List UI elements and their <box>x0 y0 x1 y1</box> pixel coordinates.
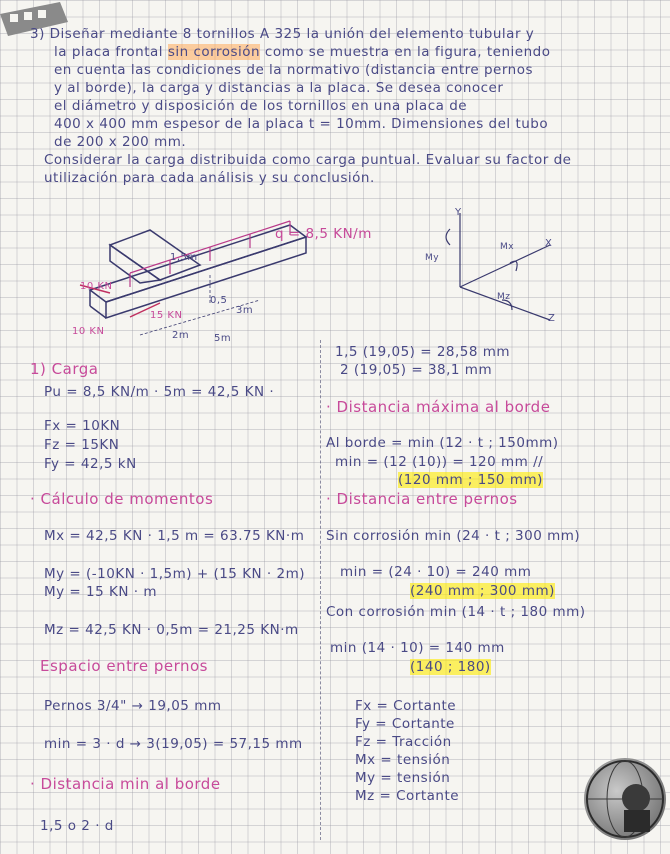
edge-calc-2: 2 (19,05) = 38,1 mm <box>340 362 493 378</box>
statement-line-9: utilización para cada análisis y su conclusión. <box>44 170 375 186</box>
statement-line-2a: la placa frontal <box>54 44 164 60</box>
statement-line-5: el diámetro y disposición de los tornillos en una placa de <box>54 98 468 114</box>
axis-mz-label: Mz <box>497 292 511 302</box>
fx-type: Fx = Cortante <box>355 698 457 714</box>
column-separator <box>320 340 321 840</box>
mx-type: Mx = tensión <box>355 752 451 768</box>
momentos-title: · Cálculo de momentos <box>30 490 214 508</box>
my-type: My = tensión <box>355 770 451 786</box>
con-corrosion-formula: Con corrosión min (14 · t ; 180 mm) <box>326 604 586 620</box>
statement-line-2b: como se muestra en la figura, teniendo <box>264 44 551 60</box>
edge-calc-1: 1,5 (19,05) = 28,58 mm <box>335 344 511 360</box>
statement-line-1: 3) Diseñar mediante 8 tornillos A 325 la unión del elemento tubular y <box>30 26 535 42</box>
pernos-diameter: Pernos 3/4" → 19,05 mm <box>44 698 222 714</box>
min-spacing: min = 3 · d → 3(19,05) = 57,15 mm <box>44 736 303 752</box>
min-con-corrosion: min (14 · 10) = 140 mm <box>330 640 505 656</box>
force-10kn-side-label: 10 KN <box>72 326 105 337</box>
force-10kn-label: 10 KN <box>80 281 113 292</box>
al-borde-formula: Al borde = min (12 · t ; 150mm) <box>326 435 559 451</box>
dist-max-borde-title: · Distancia máxima al borde <box>326 398 551 416</box>
dist-pernos-title: · Distancia entre pernos <box>326 490 518 508</box>
min-sin-corrosion: min = (24 · 10) = 240 mm <box>340 564 532 580</box>
statement-line-4: y al borde), la carga y distancias a la placa. Se desea conocer <box>54 80 504 96</box>
fz-value: Fz = 15KN <box>44 437 120 453</box>
dist-min-borde-title: · Distancia min al borde <box>30 775 221 793</box>
fy-type: Fy = Cortante <box>355 716 455 732</box>
mz-type: Mz = Cortante <box>355 788 460 804</box>
my-equation-2: My = 15 KN · m <box>44 584 157 600</box>
carga-title: 1) Carga <box>30 360 99 378</box>
statement-line-6: 400 x 400 mm espesor de la placa t = 10mm. Dimensiones del tubo <box>54 116 549 132</box>
statement-line-3: en cuenta las condiciones de la normativo (distancia entre pernos <box>54 62 534 78</box>
axis-x-label: X <box>545 238 553 249</box>
axis-z-label: Z <box>548 313 556 324</box>
statement-line-8: Considerar la carga distribuida como carga puntual. Evaluar su factor de <box>44 152 572 168</box>
dim-5m: 5m <box>214 333 232 344</box>
dim-0-5: 0,5 <box>210 295 228 306</box>
sin-corrosion-formula: Sin corrosión min (24 · t ; 300 mm) <box>326 528 581 544</box>
dim-2m: 2m <box>172 330 190 341</box>
mx-equation: Mx = 42,5 KN · 1,5 m = 63.75 KN·m <box>44 528 305 544</box>
globe-portrait-icon <box>584 758 666 840</box>
fx-value: Fx = 10KN <box>44 418 121 434</box>
statement-line-2 <box>54 44 550 60</box>
axis-y-label: Y <box>455 207 462 218</box>
pu-equation: Pu = 8,5 KN/m · 5m = 42,5 KN · <box>44 384 275 400</box>
force-15kn-label: 15 KN <box>150 310 183 321</box>
load-label: q = 8,5 KN/m <box>275 226 372 242</box>
fy-value: Fy = 42,5 kN <box>44 456 137 472</box>
axis-mx-label: Mx <box>500 242 515 252</box>
mz-equation: Mz = 42,5 KN · 0,5m = 21,25 KN·m <box>44 622 299 638</box>
min-borde-value: min = (12 (10)) = 120 mm // <box>335 454 544 470</box>
axis-my-label: My <box>425 253 440 263</box>
dim-3m: 3m <box>236 305 254 316</box>
university-logo <box>584 758 666 840</box>
borde-range-highlight: (120 mm ; 150 mm) <box>398 472 543 488</box>
sin-corrosion-range-highlight: (240 mm ; 300 mm) <box>410 583 555 599</box>
espacio-title: Espacio entre pernos <box>40 657 208 675</box>
con-corrosion-range-highlight: (140 ; 180) <box>410 659 491 675</box>
my-equation-1: My = (-10KN · 1,5m) + (15 KN · 2m) <box>44 566 306 582</box>
fz-type: Fz = Tracción <box>355 734 452 750</box>
dim-1-5m: 1,5m <box>170 252 198 263</box>
statement-line-7: de 200 x 200 mm. <box>54 134 187 150</box>
borde-formula: 1,5 o 2 · d <box>40 818 114 834</box>
statement-highlight-sin-corrosion: sin corrosión <box>167 44 261 60</box>
